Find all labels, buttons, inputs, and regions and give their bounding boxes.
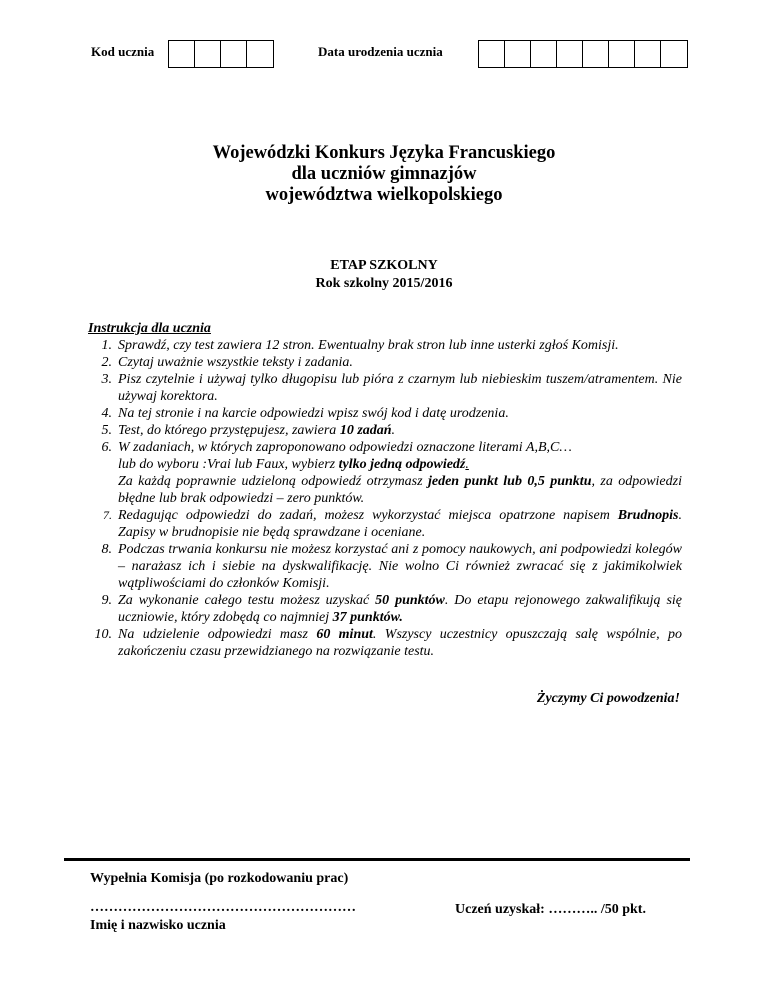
commission-heading: Wypełnia Komisja (po rozkodowaniu prac) bbox=[90, 871, 349, 886]
stage-info bbox=[0, 257, 768, 293]
code-cell[interactable] bbox=[169, 41, 195, 67]
item-number: 9. bbox=[101, 593, 112, 608]
name-field[interactable]: ………………………………………………… bbox=[90, 900, 356, 915]
instruction-item: 2. Czytaj uważnie wszystkie teksty i zadania. bbox=[88, 354, 682, 371]
item-number: 2. bbox=[101, 355, 112, 370]
date-cell[interactable] bbox=[531, 41, 557, 67]
instructions bbox=[88, 320, 682, 660]
score-field[interactable]: Uczeń uzyskał: ……….. /50 pkt. bbox=[455, 902, 646, 917]
item-number: 1. bbox=[101, 338, 112, 353]
title-line: województwa wielkopolskiego bbox=[265, 185, 503, 205]
stage-name: ETAP SZKOLNY bbox=[330, 258, 438, 273]
birth-date-label: Data urodzenia ucznia bbox=[318, 44, 443, 59]
instruction-item: 6. W zadaniach, w których zaproponowano odpowiedzi oznaczone literami A,B,C… lub do wyboru :Vrai lub Faux, wybierz tylko jedną odpowiedź. Za każdą poprawnie udzieloną odpowiedź otrzymasz jeden punkt lub 0,5 punktu, za odpowiedzi błędne lub brak odpowiedzi – zero punktów. bbox=[88, 439, 682, 507]
good-luck-message: Życzymy Ci powodzenia! bbox=[536, 691, 680, 706]
date-cell[interactable] bbox=[557, 41, 583, 67]
birth-date-field[interactable] bbox=[478, 40, 688, 68]
item-number: 7. bbox=[103, 508, 112, 522]
divider bbox=[64, 858, 690, 861]
item-number: 5. bbox=[101, 423, 112, 438]
instruction-item: 4. Na tej stronie i na karcie odpowiedzi wpisz swój kod i datę urodzenia. bbox=[88, 405, 682, 422]
item-number: 3. bbox=[101, 372, 112, 387]
instructions-heading: Instrukcja dla ucznia bbox=[88, 321, 211, 336]
instruction-item: 8. Podczas trwania konkursu nie możesz korzystać ani z pomocy naukowych, ani podpowiedzi kolegów – narażasz ich i siebie na dyskwalifikację. Nie wolno Ci również zwracać się z jakimikolwiek wątpliwościami do członków Komisji. bbox=[88, 541, 682, 592]
student-code-field[interactable] bbox=[168, 40, 274, 68]
instruction-item: 7. Redagując odpowiedzi do zadań, możesz wykorzystać miejsca opatrzone napisem Brudnopis. Zapisy w brudnopisie nie będą sprawdzane i oceniane. bbox=[88, 507, 682, 541]
item-number: 4. bbox=[101, 406, 112, 421]
instruction-item: 10. Na udzielenie odpowiedzi masz 60 minut. Wszyscy uczestnicy opuszczają salę wspólnie, po zakończeniu czasu przewidzianego na rozwiązanie testu. bbox=[88, 626, 682, 660]
item-number: 6. bbox=[101, 440, 112, 455]
date-cell[interactable] bbox=[505, 41, 531, 67]
date-cell[interactable] bbox=[609, 41, 635, 67]
title-line: dla uczniów gimnazjów bbox=[291, 164, 477, 184]
code-cell[interactable] bbox=[247, 41, 273, 67]
header-boxes bbox=[0, 40, 768, 68]
date-cell[interactable] bbox=[583, 41, 609, 67]
code-cell[interactable] bbox=[195, 41, 221, 67]
instruction-item: 5. Test, do którego przystępujesz, zawiera 10 zadań. bbox=[88, 422, 682, 439]
item-number: 10. bbox=[94, 627, 112, 642]
competition-title bbox=[0, 143, 768, 206]
item-number: 8. bbox=[101, 542, 112, 557]
instructions-list bbox=[88, 337, 682, 660]
instruction-item: 9. Za wykonanie całego testu możesz uzyskać 50 punktów. Do etapu rejonowego zakwalifikują się uczniowie, który zdobędą co najmniej 37 punktów. bbox=[88, 592, 682, 626]
instruction-item: 1. Sprawdź, czy test zawiera 12 stron. Ewentualny brak stron lub inne usterki zgłoś Komisji. bbox=[88, 337, 682, 354]
title-line: Wojewódzki Konkurs Języka Francuskiego bbox=[212, 143, 556, 163]
name-label: Imię i nazwisko ucznia bbox=[90, 918, 226, 933]
date-cell[interactable] bbox=[635, 41, 661, 67]
student-code-label: Kod ucznia bbox=[91, 44, 155, 59]
date-cell[interactable] bbox=[661, 41, 687, 67]
date-cell[interactable] bbox=[479, 41, 505, 67]
school-year: Rok szkolny 2015/2016 bbox=[315, 276, 453, 291]
instruction-item: 3. Pisz czytelnie i używaj tylko długopisu lub pióra z czarnym lub niebieskim tuszem/atramentem. Nie używaj korektora. bbox=[88, 371, 682, 405]
code-cell[interactable] bbox=[221, 41, 247, 67]
